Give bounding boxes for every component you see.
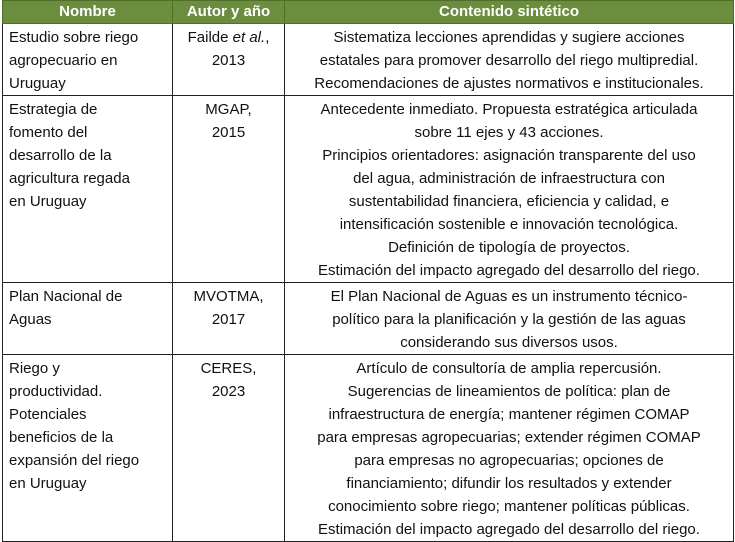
content-line: conocimiento sobre riego; mantener políticas públicas. — [328, 498, 690, 515]
cell-name — [3, 96, 173, 283]
cell-name — [3, 283, 173, 355]
author-year: 2013 — [211, 52, 246, 69]
name-line: desarrollo de la — [9, 147, 112, 164]
content-line: para empresas agropecuarias; extender régimen COMAP — [317, 429, 701, 446]
content-line: Estimación del impacto agregado del desarrollo del riego. — [318, 262, 700, 279]
content-line: financiamiento; difundir los resultados y extender — [346, 475, 672, 492]
header-nombre: Nombre — [3, 1, 173, 24]
content-line: El Plan Nacional de Aguas es un instrumento técnico- — [330, 288, 688, 305]
name-line: expansión del riego — [9, 452, 140, 469]
name-line: Uruguay — [9, 75, 66, 92]
name-line: Riego y — [9, 360, 60, 377]
cell-content — [285, 24, 734, 96]
cell-content — [285, 355, 734, 542]
table-row — [3, 24, 734, 96]
content-line: Artículo de consultoría de amplia repercusión. — [356, 360, 662, 377]
name-line: fomento del — [9, 124, 88, 141]
cell-content — [285, 96, 734, 283]
content-line: sustentabilidad financiera, eficiencia y calidad, e — [348, 193, 670, 210]
content-line: para empresas no agropecuarias; opciones de — [354, 452, 664, 469]
author-year: 2015 — [211, 124, 246, 141]
content-line: político para la planificación y la gestión de las aguas — [332, 311, 686, 328]
cell-name — [3, 355, 173, 542]
literature-table — [2, 0, 734, 542]
table-header-row — [3, 1, 734, 24]
content-line: Definición de tipología de proyectos. — [388, 239, 630, 256]
name-line: Plan Nacional de — [9, 288, 123, 305]
content-line: Sistematiza lecciones aprendidas y sugiere acciones — [333, 29, 685, 46]
content-line: Estimación del impacto agregado del desarrollo del riego. — [318, 521, 700, 538]
author-suffix: , — [265, 29, 270, 46]
name-line: Estudio sobre riego — [9, 29, 139, 46]
name-line: Aguas — [9, 311, 52, 328]
content-line: Antecedente inmediato. Propuesta estratégica articulada — [320, 101, 698, 118]
author-year: 2023 — [211, 383, 246, 400]
author-line — [179, 26, 278, 49]
content-line: Principios orientadores: asignación transparente del uso — [322, 147, 696, 164]
table-row — [3, 96, 734, 283]
cell-name — [3, 24, 173, 96]
cell-author — [173, 96, 285, 283]
header-contenido-sintetico: Contenido sintético — [285, 1, 734, 24]
name-line: agropecuario en — [9, 52, 118, 69]
name-line: en Uruguay — [9, 193, 87, 210]
author-year: 2017 — [211, 311, 246, 328]
table-row — [3, 283, 734, 355]
name-line: Estrategia de — [9, 101, 98, 118]
cell-content — [285, 283, 734, 355]
content-line: del agua, administración de infraestructura con — [353, 170, 665, 187]
content-line: Sugerencias de lineamientos de política: plan de — [347, 383, 671, 400]
content-line: estatales para promover desarrollo del riego multipredial. — [319, 52, 699, 69]
author-line: CERES, — [200, 360, 257, 377]
name-line: beneficios de la — [9, 429, 114, 446]
author-line: MVOTMA, — [193, 288, 264, 305]
cell-author — [173, 283, 285, 355]
author-prefix: Failde — [187, 29, 233, 46]
name-line: agricultura regada — [9, 170, 130, 187]
name-line: en Uruguay — [9, 475, 87, 492]
table-row — [3, 355, 734, 542]
content-line: infraestructura de energía; mantener régimen COMAP — [328, 406, 690, 423]
content-line: sobre 11 ejes y 43 acciones. — [414, 124, 604, 141]
header-autor-y-anio: Autor y año — [173, 1, 285, 24]
content-line: intensificación sostenible e innovación tecnológica. — [339, 216, 679, 233]
name-line: Potenciales — [9, 406, 87, 423]
content-line: considerando sus diversos usos. — [400, 334, 618, 351]
author-et-al: et al. — [232, 29, 266, 46]
cell-author — [173, 24, 285, 96]
name-line: productividad. — [9, 383, 103, 400]
cell-author — [173, 355, 285, 542]
content-line: Recomendaciones de ajustes normativos e institucionales. — [314, 75, 704, 92]
author-line: MGAP, — [205, 101, 252, 118]
